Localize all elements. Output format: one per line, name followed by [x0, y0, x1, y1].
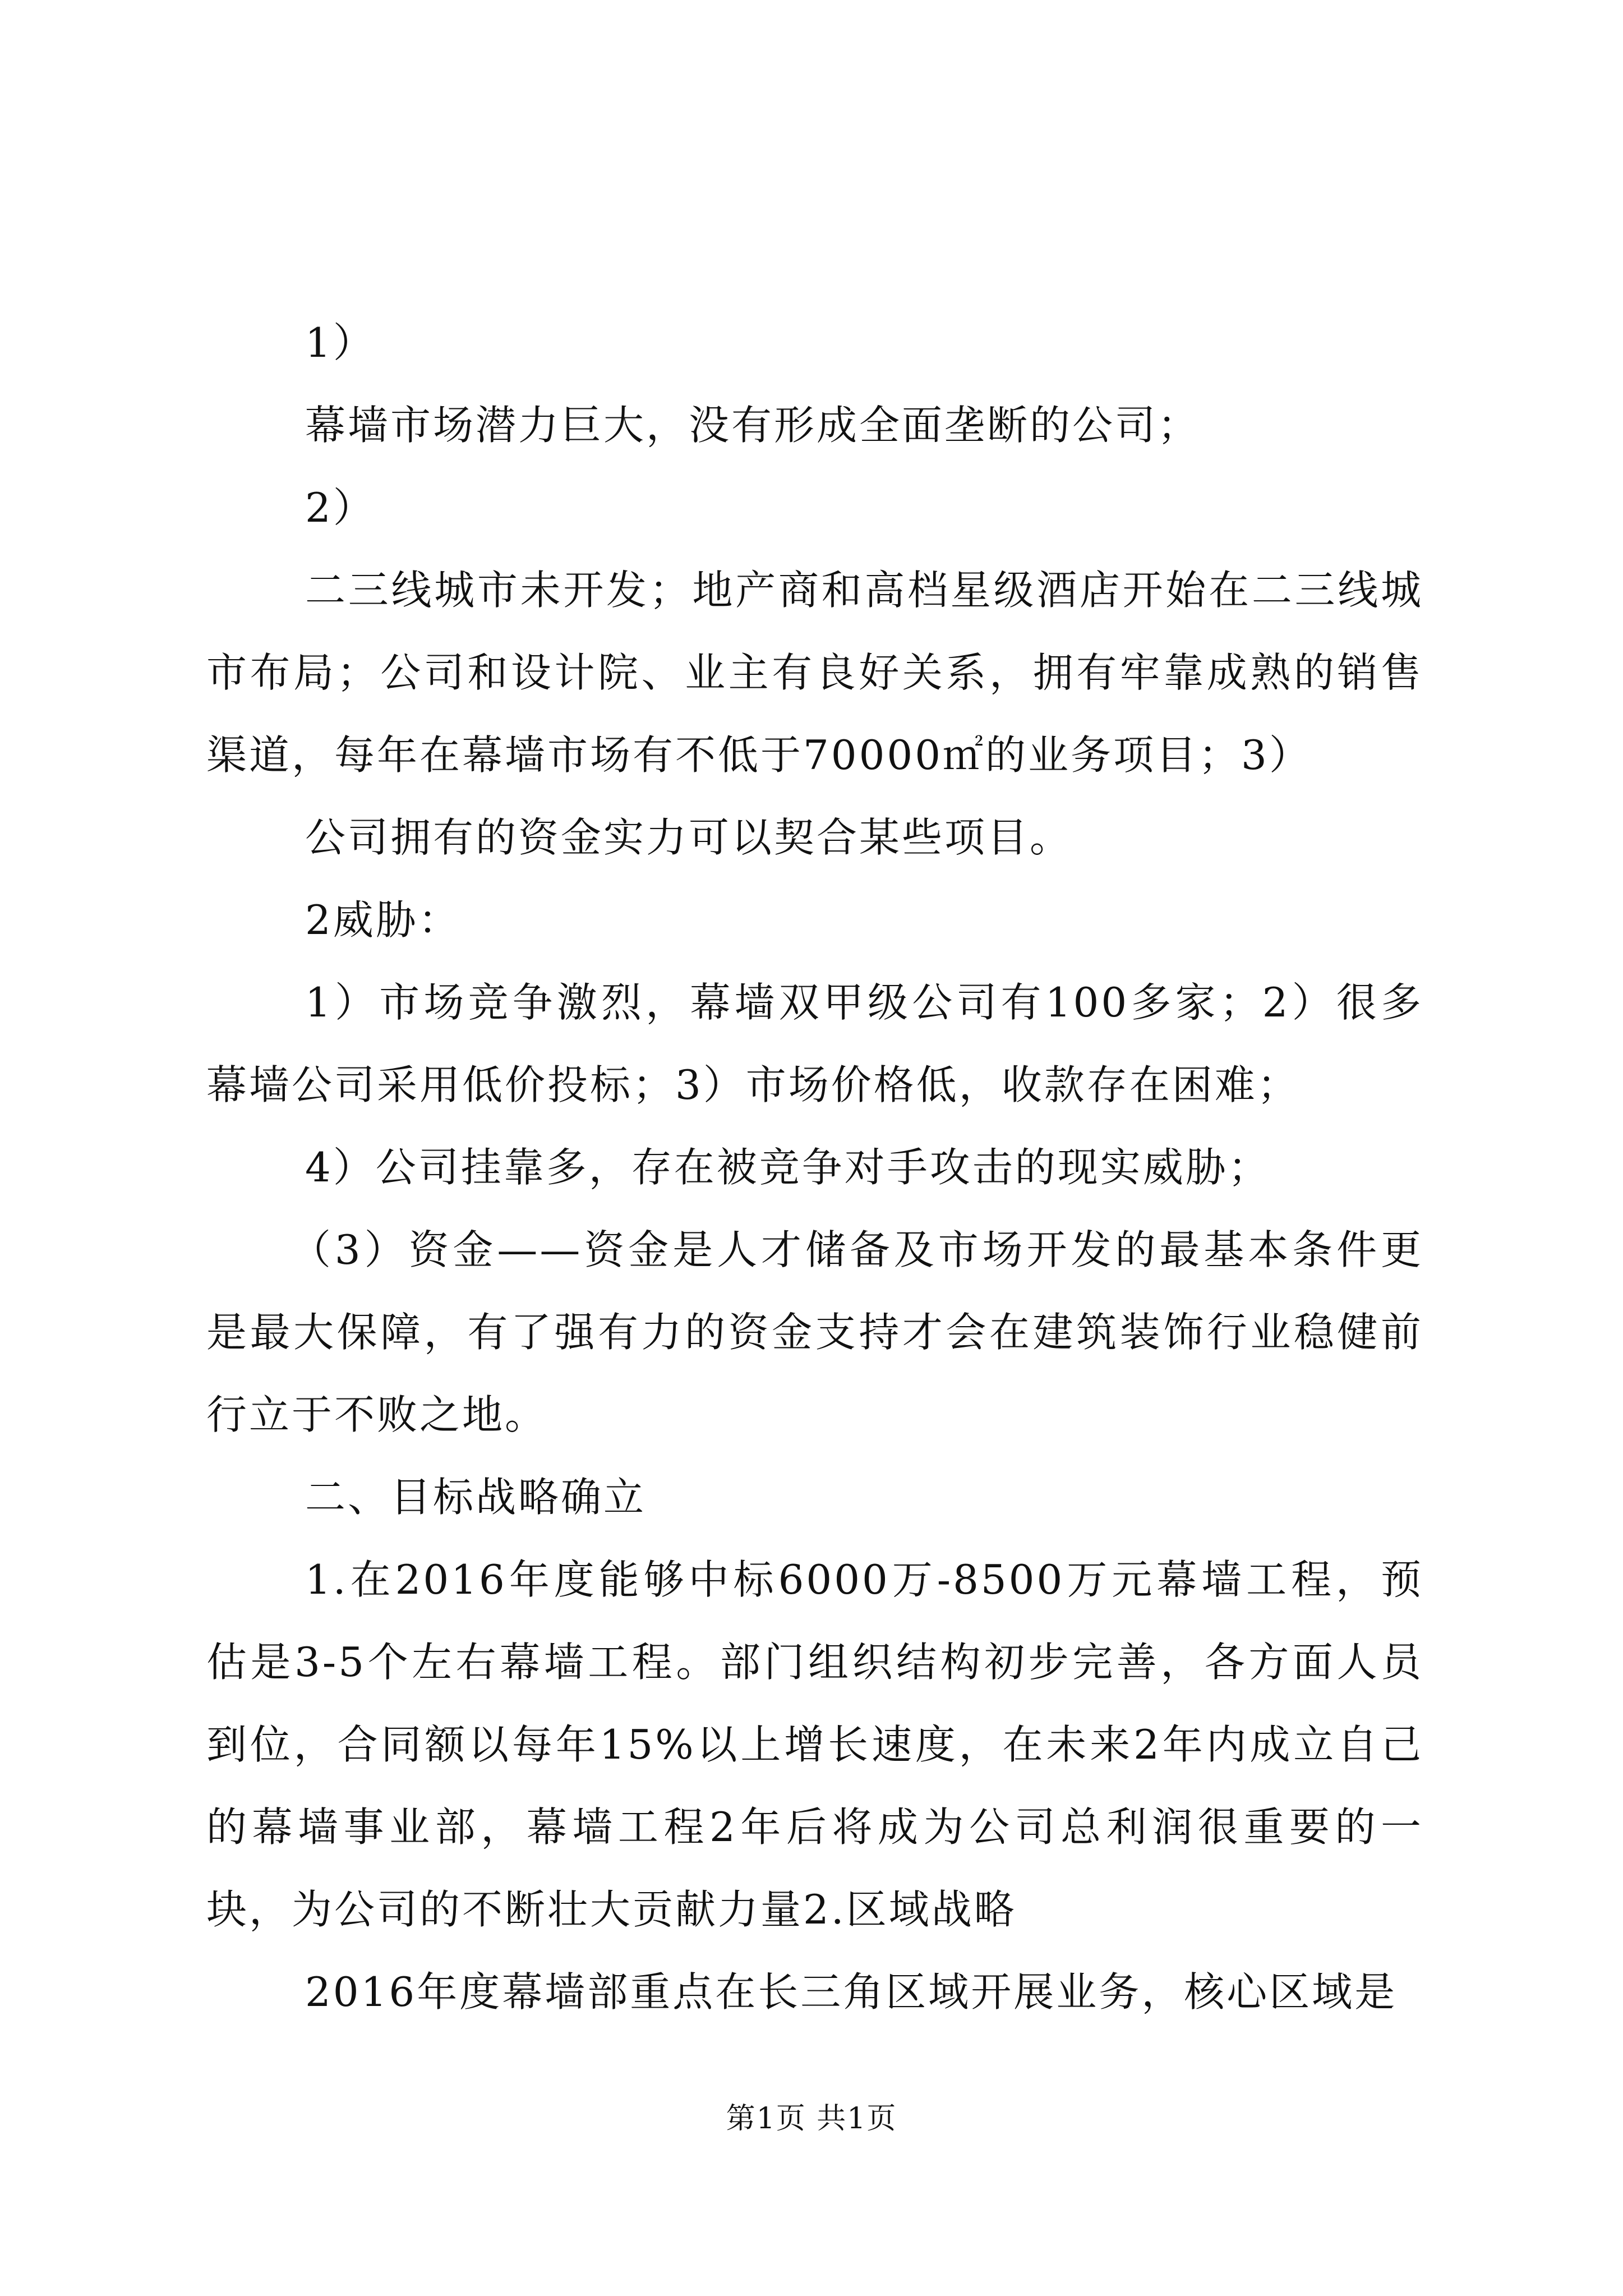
paragraph-11: 1.在2016年度能够中标6000万-8500万元幕墙工程，预估是3-5个左右幕墙工程。部门组织结构初步完善，各方面人员到位，合同额以每年15%以上增长速度，在未来2年内成立自己的幕墙事业部，幕墙工程2年后将成为公司总利润很重要的一块，为公司的不断壮大贡献力量2.区域战略: [206, 1556, 1423, 1933]
page-footer: 第1页 共1页: [726, 2102, 897, 2136]
paragraph-5: 公司拥有的资金实力可以契合某些项目。: [305, 814, 1073, 861]
section-heading: 二、目标战略确立: [305, 1474, 647, 1521]
paragraph-9: （3）资金——资金是人才储备及市场开发的最基本条件更是最大保障，有了强有力的资金支持才会在建筑装饰行业稳健前行立于不败之地。: [206, 1226, 1423, 1438]
paragraph-4: 二三线城市未开发；地产商和高档星级酒店开始在二三线城市布局；公司和设计院、业主有良好关系，拥有牢靠成熟的销售渠道，每年在幕墙市场有不低于70000㎡的业务项目；3）: [206, 567, 1423, 779]
paragraph-3: 2）: [305, 484, 376, 531]
paragraph-1: 1）: [305, 319, 376, 366]
paragraph-7: 1）市场竞争激烈，幕墙双甲级公司有100多家；2）很多幕墙公司采用低价投标；3）市场价格低，收款存在困难；: [206, 979, 1423, 1108]
paragraph-8: 4）公司挂靠多，存在被竞争对手攻击的现实威胁；: [305, 1144, 1271, 1191]
paragraph-2: 幕墙市场潜力巨大，没有形成全面垄断的公司；: [305, 402, 1201, 449]
paragraph-12: 2016年度幕墙部重点在长三角区域开展业务，核心区域是: [305, 1968, 1398, 2016]
document-body: [206, 302, 1423, 2033]
paragraph-6: 2威胁：: [305, 896, 461, 944]
